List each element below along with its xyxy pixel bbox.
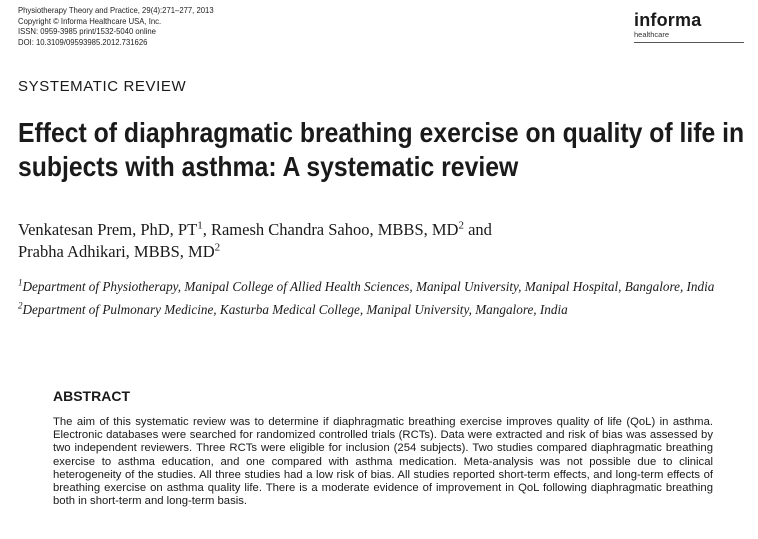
abstract-section [53, 388, 713, 508]
affiliation-1-text: Department of Physiotherapy, Manipal College of Allied Health Sciences, Manipal University, Manipal Hospital, Bangalore, India [22, 279, 715, 294]
publisher-name: informa [634, 10, 702, 30]
affiliation-2-text: Department of Pulmonary Medicine, Kasturba Medical College, Manipal University, Mangalore, India [22, 301, 568, 317]
author-2: Ramesh Chandra Sahoo, MBBS, MD [210, 220, 459, 239]
author-1-affiliation-mark: 1 [197, 219, 203, 232]
author-list [18, 219, 492, 263]
issn-line: ISSN: 0959-3985 print/1532-5040 online [18, 26, 156, 37]
author-3-affiliation-mark: 2 [214, 241, 221, 254]
publisher-subtitle: healthcare [634, 30, 670, 39]
publisher-logo [634, 10, 744, 43]
journal-meta [18, 5, 214, 47]
publisher-rule [634, 42, 744, 43]
author-2-affiliation-mark: 2 [458, 219, 464, 232]
author-separator-and: and [463, 220, 492, 239]
journal-citation: Physiotherapy Theory and Practice, 29(4):271–277, 2013 [18, 5, 214, 15]
doi-line: DOI: 10.3109/09593985.2012.731626 [18, 36, 148, 47]
affiliation-1 [18, 278, 738, 296]
section-label: SYSTEMATIC REVIEW [18, 78, 187, 95]
affiliations [18, 278, 738, 318]
author-3: Prabha Adhikari, MBBS, MD [18, 242, 215, 261]
affiliation-2-mark: 2 [18, 300, 23, 311]
affiliation-2 [18, 301, 738, 319]
abstract-heading: ABSTRACT [53, 388, 130, 404]
author-separator: , [202, 220, 211, 239]
author-1: Venkatesan Prem, PhD, PT [18, 220, 198, 239]
abstract-body: The aim of this systematic review was to determine if diaphragmatic breathing exercise improves quality of life (QoL) in asthma. Electronic databases were searched for randomized controlled trials (RCTs). Data were extracted and risk of bias was assessed by two independent reviewers. Three RCTs were eligible for inclusion (254 subjects). Two studies compared diaphragmatic breathing exercise to asthma education, and one compared with asthma medication. Meta-analysis was not possible due to clinical heterogeneity of the studies. All three studies had a low risk of bias. All studies reported short-term effects, and long-term effects of breathing exercise on asthma quality life. There is a moderate evidence of improvement in QoL following diaphragmatic breathing both in short-term and long-term basis. [53, 416, 713, 508]
article-title: Effect of diaphragmatic breathing exercise on quality of life in subjects with asthma: A systematic review [18, 117, 745, 182]
affiliation-1-mark: 1 [18, 277, 23, 288]
copyright-line: Copyright © Informa Healthcare USA, Inc. [18, 15, 162, 26]
